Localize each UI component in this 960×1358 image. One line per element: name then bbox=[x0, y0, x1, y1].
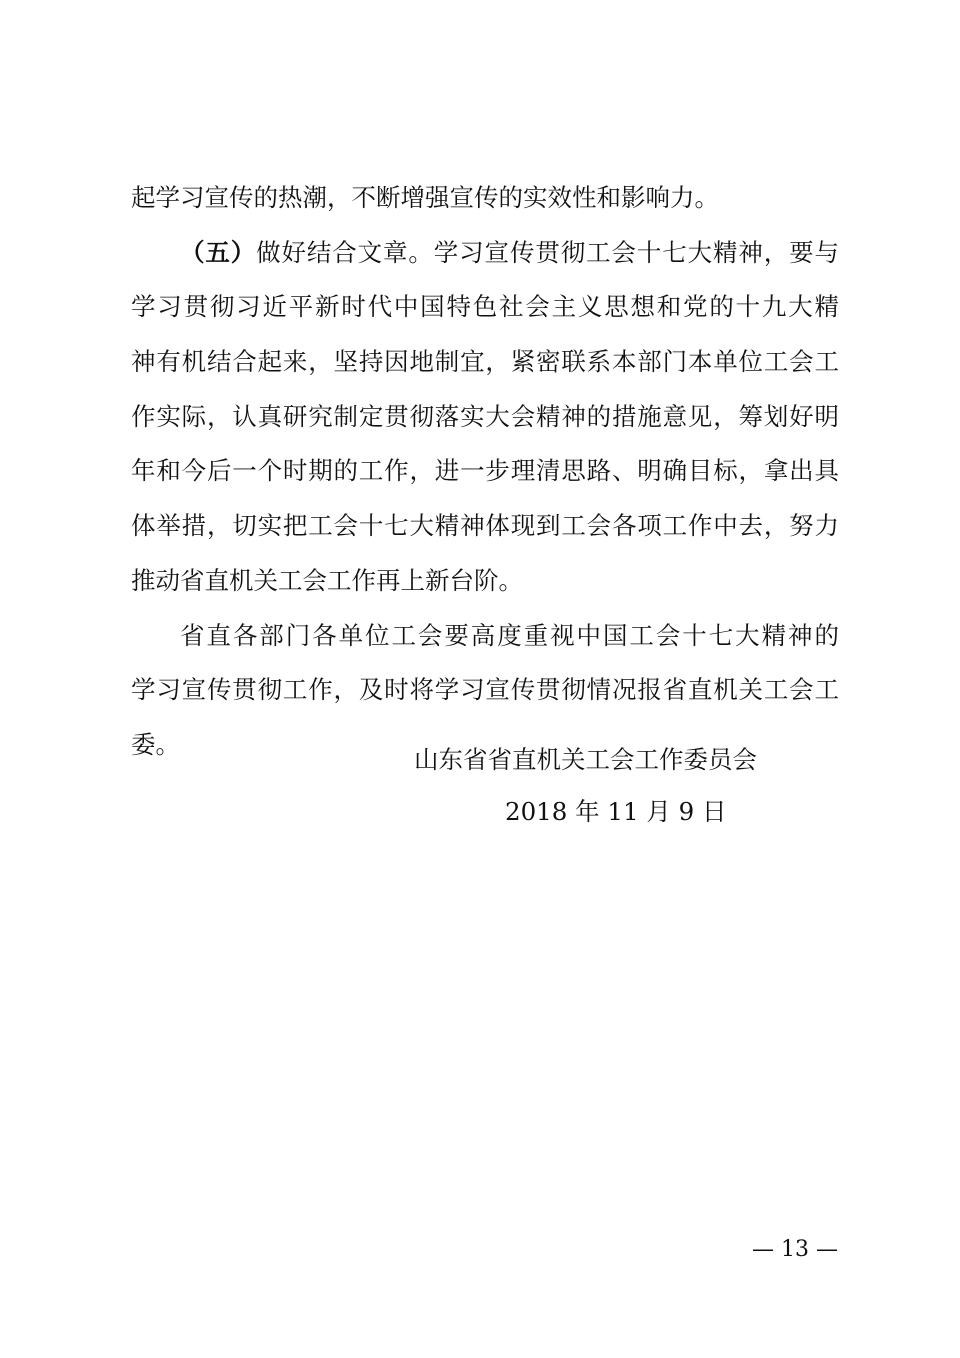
page-number: — 13 — bbox=[752, 1237, 838, 1262]
paragraph-line-4: 神有机结合起来，坚持因地制宜，紧密联系本部门本单位工会工 bbox=[131, 347, 839, 377]
paragraph-line-6: 年和今后一个时期的工作，进一步理清思路、明确目标，拿出具 bbox=[131, 456, 839, 486]
paragraph-line-5: 作实际，认真研究制定贯彻落实大会精神的措施意见，筹划好明 bbox=[131, 401, 839, 431]
paragraph-line-3: 学习贯彻习近平新时代中国特色社会主义思想和党的十九大精 bbox=[131, 292, 839, 322]
paragraph-line-8: 推动省直机关工会工作再上新台阶。 bbox=[131, 565, 523, 595]
paragraph-line-10: 学习宣传贯彻工作，及时将学习宣传贯彻情况报省直机关工会工 bbox=[131, 675, 839, 705]
paragraph-line-1: 起学习宣传的热潮，不断增强宣传的实效性和影响力。 bbox=[131, 183, 719, 212]
paragraph-line-11: 委。 bbox=[131, 729, 180, 759]
paragraph-line-9: 省直各部门各单位工会要高度重视中国工会十七大精神的 bbox=[180, 620, 839, 650]
section-number: （五） bbox=[180, 237, 257, 267]
document-body bbox=[131, 171, 839, 773]
signature-date: 2018 年 11 月 9 日 bbox=[505, 797, 727, 826]
section-heading-text: 做好结合文章。学习宣传贯彻工会十七大精神，要与 bbox=[256, 237, 839, 267]
signature-organization: 山东省省直机关工会工作委员会 bbox=[414, 745, 757, 774]
paragraph-line-7: 体举措，切实把工会十七大精神体现到工会各项工作中去，努力 bbox=[131, 511, 839, 541]
paragraph-line-2 bbox=[131, 226, 839, 281]
